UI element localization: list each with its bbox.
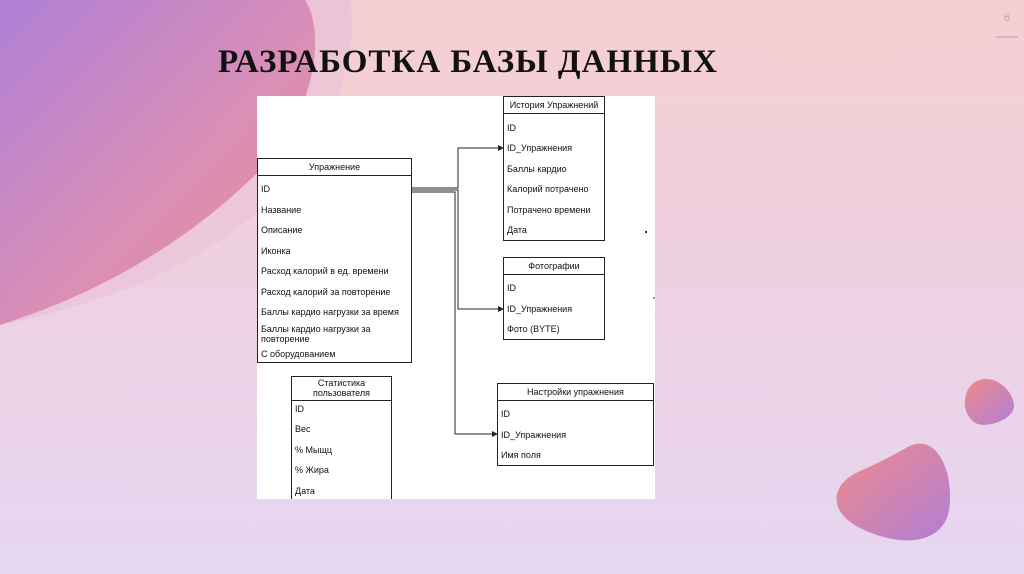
settings-field-field-name: Имя поля — [501, 450, 541, 460]
history-field-calories: Калорий потрачено — [507, 184, 589, 194]
entity-photos — [503, 257, 605, 340]
exercise-field-description: Описание — [261, 225, 303, 235]
stats-field-date: Дата — [295, 486, 315, 496]
small-blob-shape — [965, 379, 1014, 425]
history-field-time: Потрачено времени — [507, 205, 591, 215]
stats-field-muscle: % Мыщц — [295, 445, 333, 455]
history-field-id: ID — [507, 123, 516, 133]
exercise-field-name: Название — [261, 205, 302, 215]
settings-field-id: ID — [501, 409, 510, 419]
stats-field-fat: % Жира — [295, 465, 329, 475]
photos-field-photo: Фото (BYTE) — [507, 324, 560, 334]
exercise-field-cardio-rep-2: повторение — [261, 334, 310, 344]
settings-field-exercise-id: ID_Упражнения — [501, 430, 567, 440]
stray-dot — [645, 231, 647, 233]
stats-field-id: ID — [295, 404, 304, 414]
history-field-date: Дата — [507, 225, 527, 235]
photos-field-exercise-id: ID_Упражнения — [507, 304, 573, 314]
entity-settings — [497, 383, 654, 466]
exercise-field-id: ID — [261, 184, 270, 194]
entity-exercise — [257, 158, 412, 363]
exercise-field-calories-time: Расход калорий в ед. времени — [261, 266, 389, 276]
entity-history-header: История Упражнений — [504, 97, 604, 114]
stats-field-weight: Вес — [295, 424, 311, 434]
user-stats-title-line-1: Статистика — [317, 378, 366, 388]
entity-user-stats — [291, 376, 392, 499]
exercise-field-equipment: С оборудованием — [261, 349, 336, 359]
medium-blob-shape — [837, 444, 951, 541]
entity-photos-header: Фотографии — [504, 258, 604, 275]
exercise-field-cardio-time: Баллы кардио нагрузки за время — [261, 307, 399, 317]
exercise-field-calories-rep: Расход калорий за повторение — [261, 287, 391, 297]
history-field-exercise-id: ID_Упражнения — [507, 143, 573, 153]
entity-exercise-header: Упражнение — [258, 159, 411, 176]
photos-field-id: ID — [507, 283, 516, 293]
page-number-underline — [996, 36, 1018, 38]
page-number: 6 — [1003, 12, 1010, 24]
entity-user-stats-header — [292, 377, 391, 401]
entity-settings-header: Настройки упражнения — [498, 384, 653, 401]
slide-title: РАЗРАБОТКА БАЗЫ ДАННЫХ — [218, 44, 718, 80]
history-field-cardio: Баллы кардио — [507, 164, 567, 174]
stray-dot — [653, 297, 655, 299]
exercise-field-icon: Иконка — [261, 246, 291, 256]
entity-history — [503, 96, 605, 241]
exercise-field-cardio-rep-1: Баллы кардио нагрузки за — [261, 324, 371, 334]
user-stats-title-line-2: пользователя — [313, 388, 370, 398]
